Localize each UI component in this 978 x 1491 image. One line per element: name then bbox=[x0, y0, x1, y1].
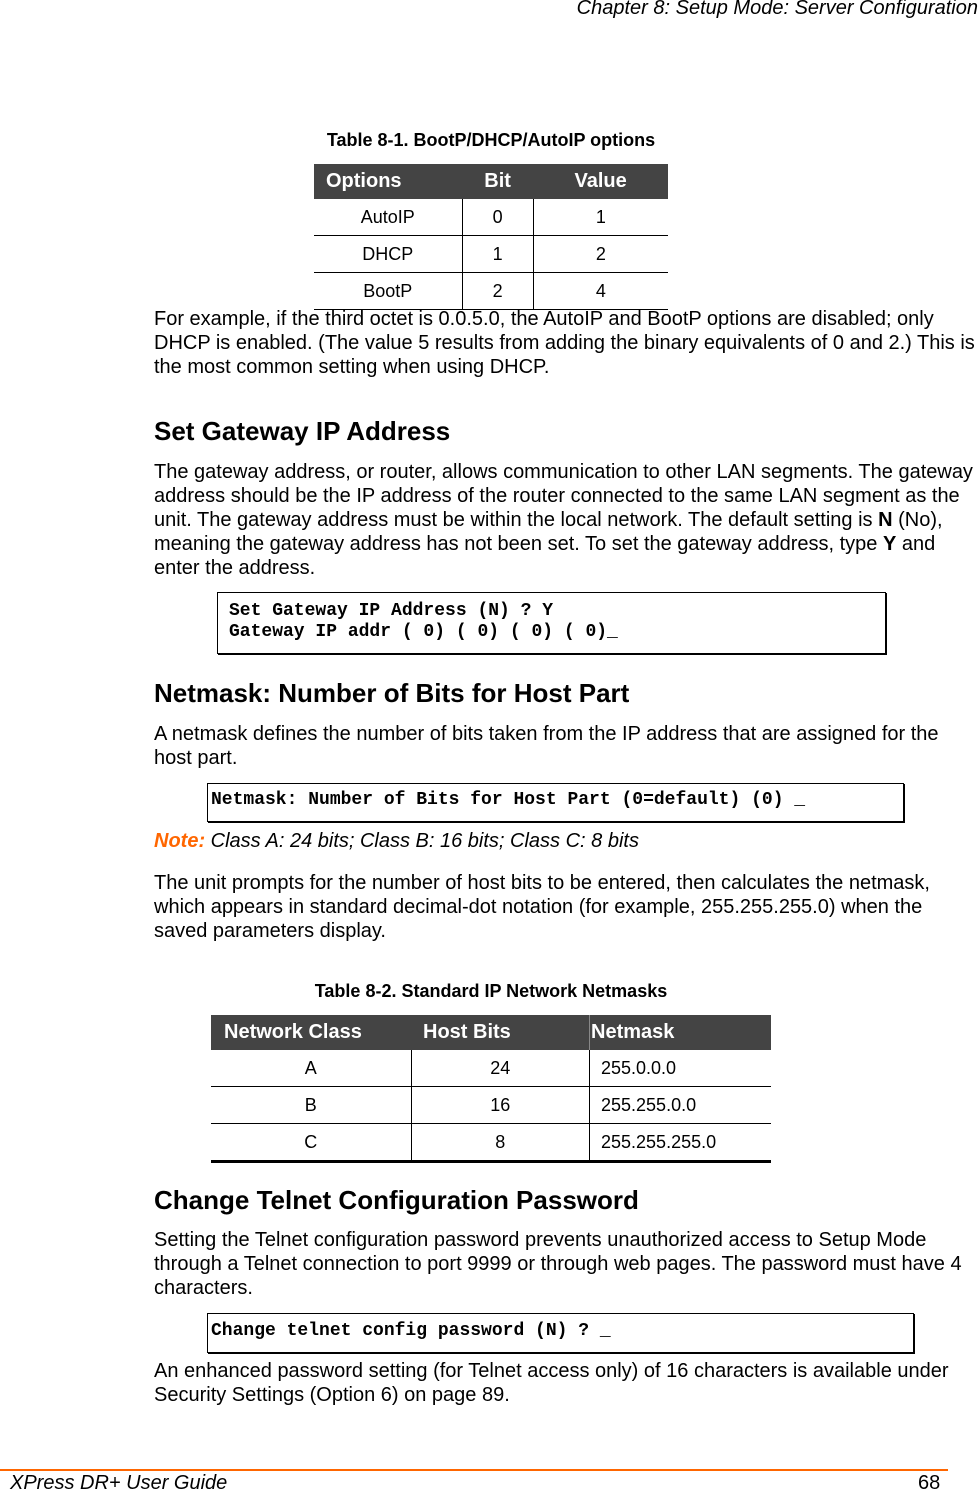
note bbox=[154, 829, 976, 853]
table1-header: Options bbox=[314, 164, 462, 199]
table-cell: 255.255.255.0 bbox=[601, 1131, 717, 1152]
table-cell: 24 bbox=[411, 1050, 590, 1087]
table1 bbox=[314, 164, 668, 310]
table-cell: 1 bbox=[533, 199, 668, 236]
text: The gateway address, or router, allows communication to other LAN segments. The gateway address should be the IP address of the router connected to the same LAN segment as the unit. The gateway address must be within the local network. The default setting is bbox=[154, 461, 973, 531]
section-heading: Change Telnet Configuration Password bbox=[154, 1185, 639, 1215]
table-cell: 0 bbox=[462, 199, 533, 236]
footer-rule bbox=[0, 1469, 948, 1471]
chapter-header: Chapter 8: Setup Mode: Server Configuration bbox=[576, 0, 978, 19]
note-label: Note: bbox=[154, 830, 206, 852]
paragraph: Setting the Telnet configuration password prevents unauthorized access to Setup Mode through a Telnet connection to port 9999 or through web pages. The password must have 4 characters. bbox=[154, 1229, 962, 1299]
table-cell: AutoIP bbox=[314, 199, 462, 236]
paragraph: An enhanced password setting (for Telnet access only) of 16 characters is available under Security Settings (Option 6) on page 89. bbox=[154, 1360, 949, 1406]
table-cell: C bbox=[211, 1124, 411, 1162]
footer-title: XPress DR+ User Guide bbox=[10, 1472, 228, 1491]
table-row bbox=[211, 1050, 771, 1087]
section-heading: Netmask: Number of Bits for Host Part bbox=[154, 678, 630, 708]
paragraph: A netmask defines the number of bits taken from the IP address that are assigned for the host part. bbox=[154, 723, 939, 769]
table-cell: 2 bbox=[462, 273, 533, 310]
table-cell: 8 bbox=[411, 1124, 590, 1162]
table-cell: B bbox=[211, 1087, 411, 1124]
table-row bbox=[211, 1087, 771, 1124]
table-cell: BootP bbox=[314, 273, 462, 310]
table-cell: 1 bbox=[462, 236, 533, 273]
table2-header: Netmask bbox=[590, 1015, 772, 1050]
paragraph: The unit prompts for the number of host bits to be entered, then calculates the netmask, which appears in standard decimal-dot notation (for example, 255.255.255.0) when the saved parameters display. bbox=[154, 872, 930, 942]
table2-header: Host Bits bbox=[411, 1015, 590, 1050]
code-block: Netmask: Number of Bits for Host Part (0=default) (0) _ bbox=[207, 783, 904, 822]
text: Y bbox=[882, 533, 897, 555]
table1-header: Bit bbox=[462, 164, 533, 199]
code-block: Set Gateway IP Address (N) ? Y Gateway IP addr ( 0) ( 0) ( 0) ( 0)_ bbox=[217, 592, 886, 654]
table-cell: 255.255.0.0 bbox=[590, 1087, 772, 1124]
table-row bbox=[314, 273, 668, 310]
table-row bbox=[211, 1124, 771, 1162]
section-heading: Set Gateway IP Address bbox=[154, 416, 451, 446]
table-cell: 16 bbox=[411, 1087, 590, 1124]
paragraph: For example, if the third octet is 0.0.5.0, the AutoIP and BootP options are disabled; only DHCP is enabled. (The value 5 results from adding the binary equivalents of 0 and 2.) This is the most common setting when using DHCP. bbox=[154, 308, 975, 378]
text: (No), meaning the gateway address has not been set. To set the gateway address, type bbox=[154, 509, 943, 555]
code-block: Change telnet config password (N) ? _ bbox=[207, 1313, 914, 1353]
table-cell: DHCP bbox=[314, 236, 462, 273]
table-cell: 4 bbox=[533, 273, 668, 310]
table-row bbox=[314, 236, 668, 273]
table2 bbox=[211, 1015, 771, 1163]
page-number: 68 bbox=[918, 1472, 941, 1491]
table1-caption: Table 8-1. BootP/DHCP/AutoIP options bbox=[326, 130, 656, 150]
table2-header: Network Class bbox=[211, 1015, 411, 1050]
text: and enter the address. bbox=[154, 533, 936, 579]
table-row bbox=[314, 199, 668, 236]
table1-header: Value bbox=[533, 164, 668, 199]
text: N bbox=[878, 509, 893, 531]
note-text: Class A: 24 bits; Class B: 16 bits; Class C: 8 bits bbox=[205, 830, 639, 852]
table2-caption: Table 8-2. Standard IP Network Netmasks bbox=[314, 981, 668, 1001]
table-cell: 2 bbox=[533, 236, 668, 273]
table-cell: 255.0.0.0 bbox=[590, 1050, 772, 1087]
paragraph bbox=[154, 460, 976, 580]
table-cell: A bbox=[211, 1050, 411, 1087]
